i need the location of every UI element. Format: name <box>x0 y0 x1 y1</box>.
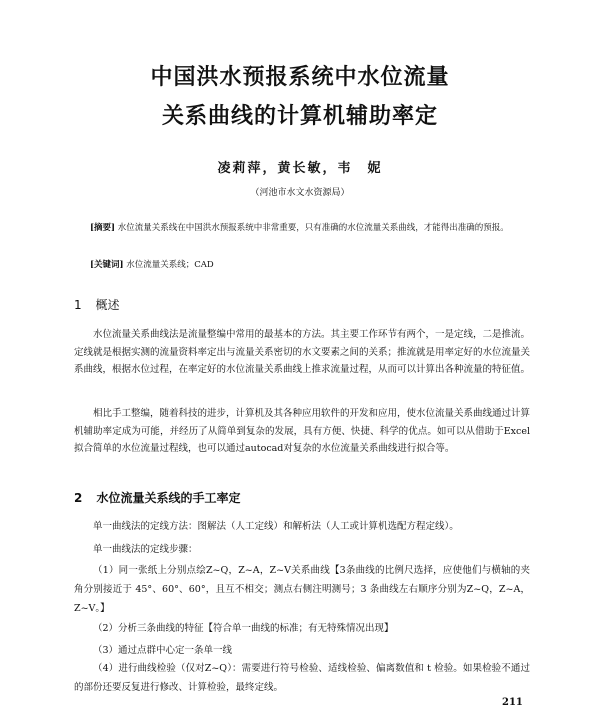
section-2-title: 水位流量关系线的手工率定 <box>96 491 241 505</box>
abstract-text: 水位流量关系线在中国洪水预报系统中非常重要，只有准确的水位流量关系曲线，才能得出准确的预报。 <box>117 223 509 233</box>
title-line-2: 关系曲线的计算机辅助率定 <box>161 104 438 129</box>
section-2-step-4: （4）进行曲线检验（仅对Z~Q）：需要进行符号检验、适线检验、偏离数值和 t 检验。如果检验不通过的部份还要反复进行修改、计算检验，最终定线。 <box>74 663 530 693</box>
section-2-step-1: （1）同一张纸上分别点绘Z~Q，Z~A，Z~V关系曲线【3条曲线的比例尺选择，应使他们与横轴的夹角分别接近于 45°、60°、60°，且互不相交；测点右侧注明测号；3 条曲线左右顺序分别为Z~Q，Z~A，Z~V。】 <box>74 565 530 614</box>
section-2-heading <box>74 489 241 506</box>
section-1-paragraph-1: 水位流量关系曲线法是流量整编中常用的最基本的方法。其主要工作环节有两个，一是定线，二是推流。定线就是根据实测的流量资料率定出与流量关系密切的水文要素之间的关系；推流就是用率定好的水位流量关系曲线，根据水位过程，在率定好的水位流量关系曲线上推求流量过程，从而可以计算出各种流量的特征值。 <box>74 329 531 375</box>
section-1-title: 概述 <box>95 298 120 312</box>
section-2-number: 2 <box>74 491 83 505</box>
abstract-label: [摘要] <box>90 223 116 233</box>
authors: 凌莉萍，黄长敏，韦 妮 <box>217 161 383 176</box>
keywords-label: [关键词] <box>90 260 124 270</box>
keywords-text: 水位流量关系线；CAD <box>126 260 214 270</box>
section-1-number: 1 <box>74 298 82 312</box>
section-1-paragraph-2: 相比手工整编，随着科技的进步，计算机及其各种应用软件的开发和应用，使水位流量关系曲线通过计算机辅助率定成为可能，并经历了从简单到复杂的发展，具有方便、快捷、科学的优点。如可以从借助于Excel拟合简单的水位流量过程线，也可以通过autocad对复杂的水位流量关系曲线进行拟合等。 <box>74 408 531 454</box>
affiliation: （河池市水文水资源局） <box>250 188 350 198</box>
section-2-line-1: 单一曲线法的定线方法：图解法（人工定线）和解析法（人工或计算机选配方程定线）。 <box>93 521 459 532</box>
section-2-step-2: （2）分析三条曲线的特征【符合单一曲线的标准；有无特殊情况出现】 <box>93 623 394 634</box>
section-2-line-2: 单一曲线法的定线步骤： <box>93 544 198 555</box>
section-1-heading <box>74 296 119 313</box>
section-2-step-3: （3）通过点群中心定一条单一线 <box>93 645 233 656</box>
abstract <box>90 220 530 237</box>
keywords <box>90 258 530 270</box>
title-line-1: 中国洪水预报系统中水位流量 <box>150 65 450 90</box>
page-number: 211 <box>502 697 523 708</box>
